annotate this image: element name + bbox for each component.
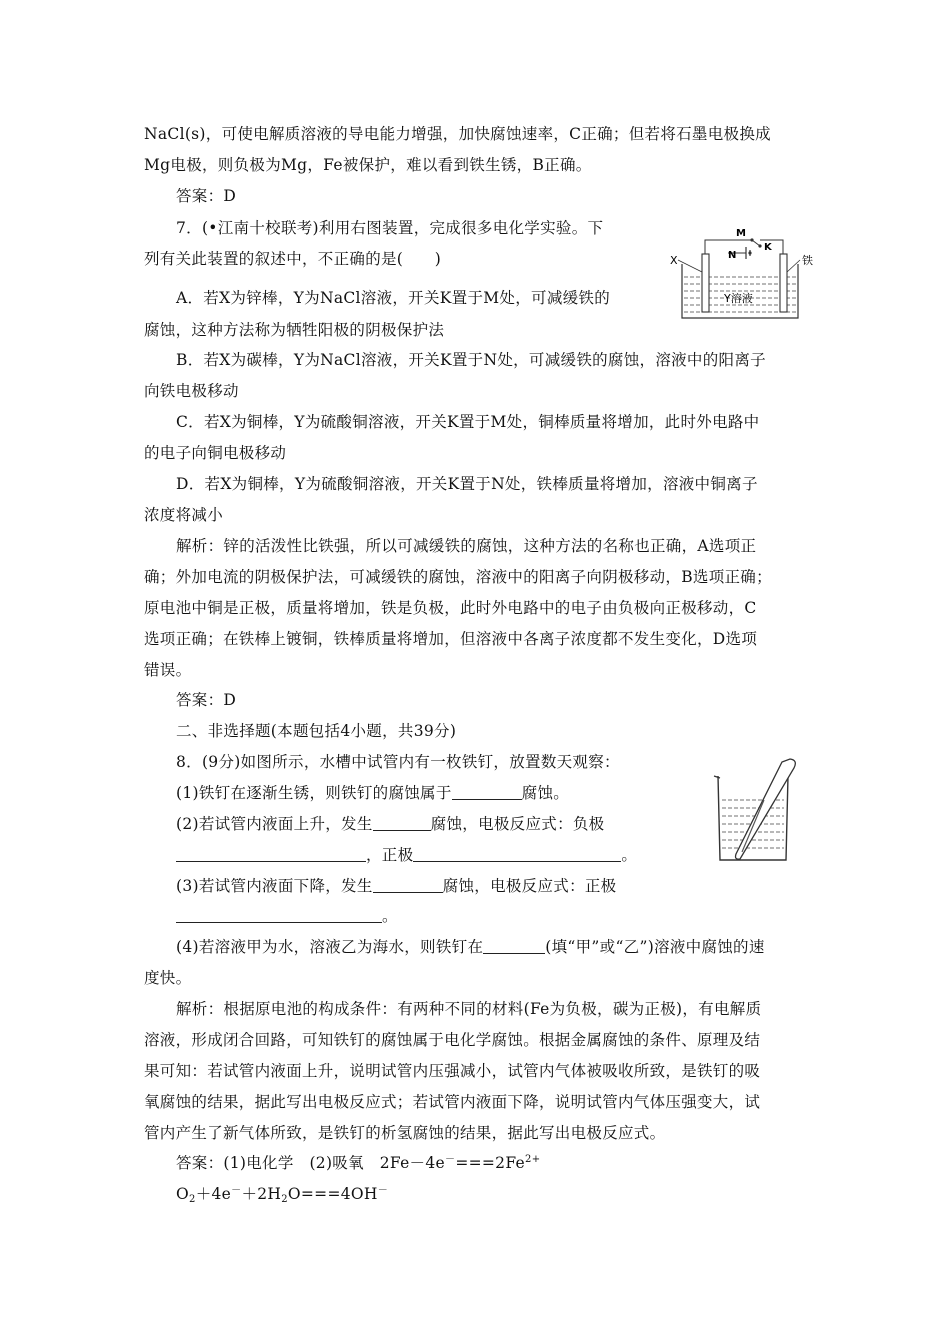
q8-analysis-line-4: 氧腐蚀的结果，据此写出电极反应式；若试管内液面下降，说明试管内气体压强变大，试 <box>144 1093 761 1111</box>
q8-part-4-blank <box>483 939 545 954</box>
q8-analysis-line-1: 解析：根据原电池的构成条件：有两种不同的材料(Fe为负极，碳为正极)，有电解质 <box>176 1000 762 1018</box>
switch-pivot-k <box>758 244 761 247</box>
q8-part-4 <box>176 937 765 957</box>
q8-part-4-text-b: (填“甲”或“乙”)溶液中腐蚀的速 <box>545 938 765 956</box>
q8-answer-part-a: 答案：(1)电化学 (2)吸氧 2Fe－4e <box>176 1154 445 1172</box>
q8-part-4-text-a: (4)若溶液甲为水，溶液乙为海水，则铁钉在 <box>176 938 484 956</box>
q7-stem-line-2: 列有关此装置的叙述中，不正确的是( ) <box>144 250 442 268</box>
q7-apparatus-figure <box>664 224 820 322</box>
q8-part-2-blank <box>373 816 431 831</box>
q8-analysis-line-3: 果可知：若试管内液面上升，说明试管内压强减小，试管内气体被吸收所致，是铁钉的吸 <box>144 1062 761 1080</box>
q7-option-b-line-1: B．若X为碳棒，Y为NaCl溶液，开关K置于N处，可减缓铁的腐蚀，溶液中的阳离子 <box>176 351 766 369</box>
q7-analysis-line-5: 错误。 <box>144 661 192 679</box>
label-y-solution: Y溶液 <box>724 292 753 305</box>
q8-beaker-figure <box>702 756 806 864</box>
q8-part-1-text-a: (1)铁钉在逐渐生锈，则铁钉的腐蚀属于 <box>176 784 452 802</box>
q8-part-3-blank <box>373 878 443 893</box>
q8-part-3 <box>176 876 616 896</box>
q7-stem-line-1: 7．(•江南十校联考)利用右图装置，完成很多电化学实验。下 <box>176 219 604 237</box>
electrode-x <box>702 254 709 312</box>
q8-answer-sup-2: 2+ <box>525 1154 541 1165</box>
q8-answer-sub-2: 2 <box>281 1194 288 1205</box>
q8-answer-sup-3: － <box>231 1185 242 1196</box>
prev-answer: 答案：D <box>176 187 237 205</box>
q8-part-2 <box>176 814 604 834</box>
q7-analysis-line-4: 选项正确；在铁棒上镀铜，铁棒质量将增加，但溶液中各离子浓度都不发生变化，D选项 <box>144 630 758 648</box>
section-2-heading: 二、非选择题(本题包括4小题，共39分) <box>176 722 457 740</box>
q8-part-2-negative-blank <box>176 847 366 862</box>
q8-part-3-text-a: (3)若试管内液面下降，发生 <box>176 877 373 895</box>
q8-answer-part-c: ＋4e <box>195 1185 232 1203</box>
switch-point-m <box>750 238 753 241</box>
q7-analysis-line-1: 解析：锌的活泼性比铁强，所以可减缓铁的腐蚀，这种方法的名称也正确，A选项正 <box>176 537 757 555</box>
label-x: X <box>670 254 678 267</box>
q8-answer-sub-1: 2 <box>189 1194 196 1205</box>
q7-option-b-line-2: 向铁电极移动 <box>144 382 239 400</box>
q8-stem: 8．(9分)如图所示，水槽中试管内有一枚铁钉，放置数天观察： <box>176 753 620 771</box>
q8-part-2-text-a: (2)若试管内液面上升，发生 <box>176 815 373 833</box>
q8-part-3-text-c: 。 <box>382 907 398 925</box>
q7-answer: 答案：D <box>176 691 237 709</box>
label-m: M <box>736 228 746 239</box>
q8-analysis-line-5: 管内产生了新气体所致，是铁钉的析氢腐蚀的结果，据此写出电极反应式。 <box>144 1124 666 1142</box>
q8-part-2-text-b: 腐蚀，电极反应式：负极 <box>430 815 605 833</box>
q8-answer-line-1 <box>176 1153 540 1173</box>
q8-part-1-blank <box>452 785 522 800</box>
q8-answer-line-2 <box>176 1184 388 1204</box>
q8-part-3-positive-blank <box>176 908 382 923</box>
q7-analysis-line-3: 原电池中铜是正极，质量将增加，铁是负极，此时外电路中的电子由负极向正极移动，C <box>144 599 757 617</box>
q8-part-4-line-2: 度快。 <box>144 969 192 987</box>
q7-option-d-line-2: 浓度将减小 <box>144 506 224 524</box>
q7-option-d-line-1: D．若X为铜棒，Y为硫酸铜溶液，开关K置于N处，铁棒质量将增加，溶液中铜离子 <box>176 475 758 493</box>
q8-part-1 <box>176 783 569 803</box>
q8-part-2-text-d: 。 <box>621 846 638 864</box>
label-n: N <box>728 250 737 261</box>
prev-analysis-line-1: NaCl(s)，可使电解质溶液的导电能力增强，加快腐蚀速率，C正确；但若将石墨电极换成 <box>144 125 771 143</box>
label-k: K <box>764 242 772 253</box>
electrode-iron <box>780 254 787 312</box>
q8-answer-sup-1: － <box>445 1154 456 1165</box>
q8-part-3-line-2 <box>176 906 398 926</box>
beaker-lip <box>714 776 720 778</box>
switch-point-n <box>748 251 751 254</box>
q8-answer-part-b: ===2Fe <box>455 1154 526 1172</box>
q8-answer-part-e: O===4OH <box>287 1185 378 1203</box>
q7-option-a-line-1: A．若X为锌棒，Y为NaCl溶液，开关K置于M处，可减缓铁的 <box>176 289 611 307</box>
q8-part-3-text-b: 腐蚀，电极反应式：正极 <box>442 877 617 895</box>
q8-answer-sup-4: － <box>377 1185 389 1196</box>
q8-part-2-positive-blank <box>413 847 621 862</box>
q7-option-c-line-1: C．若X为铜棒，Y为硫酸铜溶液，开关K置于M处，铜棒质量将增加，此时外电路中 <box>176 413 760 431</box>
q7-analysis-line-2: 确；外加电流的阴极保护法，可减缓铁的腐蚀，溶液中的阳离子向阴极移动，B选项正确； <box>144 568 772 586</box>
q8-answer-o: O <box>176 1185 190 1203</box>
q8-answer-part-d: ＋2H <box>241 1185 282 1203</box>
q8-part-1-text-b: 腐蚀。 <box>521 784 570 802</box>
q7-option-a-line-2: 腐蚀，这种方法称为牺牲阳极的阴极保护法 <box>144 321 445 339</box>
q8-part-2-line-2 <box>176 845 637 865</box>
label-iron: 铁 <box>802 254 813 267</box>
prev-analysis-line-2: Mg电极，则负极为Mg，Fe被保护，难以看到铁生锈，B正确。 <box>144 156 592 174</box>
q8-part-2-text-c: ，正极 <box>366 846 414 864</box>
q7-option-c-line-2: 的电子向铜电极移动 <box>144 444 287 462</box>
q8-analysis-line-2: 溶液，形成闭合回路，可知铁钉的腐蚀属于电化学腐蚀。根据金属腐蚀的条件、原理及结 <box>144 1031 761 1049</box>
